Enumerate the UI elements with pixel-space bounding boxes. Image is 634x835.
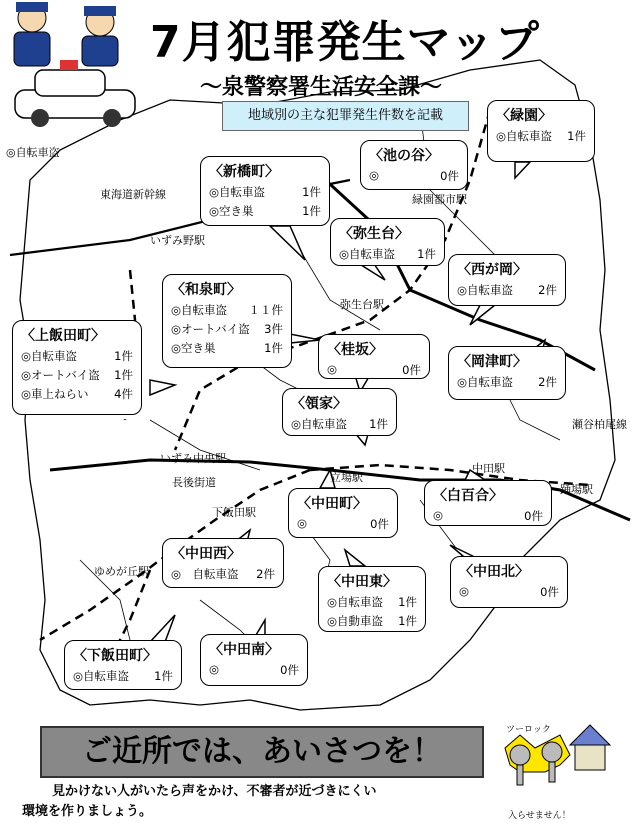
callout-ikenotani: 〈池の谷〉 ◎ 0件 [360,140,468,190]
callout-shinbashi: 〈新橋町〉 ◎自転車盗 1件 ◎空き巣 1件 [200,156,330,226]
label-izumino-station: いずみ野駅 [150,234,205,247]
label-tokaido-shinkansen: 東海道新幹線 [100,188,166,201]
label-yumegaoka-station: ゆめが丘駅 [94,565,149,578]
callout-izumicho: 〈和泉町〉 ◎自転車盗 １１件 ◎オートバイ盗 3件 ◎空き巣 1件 [162,274,292,368]
callout-okatsu: 〈岡津町〉 ◎自転車盗 2件 [448,346,566,400]
callout-shimoiida: 〈下飯田町〉 ◎自転車盗 1件 [64,640,182,690]
callout-yayoidai: 〈弥生台〉 ◎自転車盗 1件 [330,218,445,266]
callout-katsurazaka: 〈桂坂〉 ◎ 0件 [318,334,430,379]
label-nakata-station: 中田駅 [472,462,505,475]
callout-shirayuri: 〈白百合〉 ◎ 0件 [424,480,552,526]
label-odoriba-station: 踊場駅 [560,483,593,496]
callout-ryoke: 〈領家〉 ◎自転車盗 1件 [282,388,397,436]
key-caption-top: ツーロック [506,725,551,735]
slogan-banner: ご近所では、あいさつを！ [40,726,484,778]
outside-area-note: ◎自転車盗 [6,146,60,159]
callout-nakatanishi: 〈中田西〉 ◎ 自転車盗 2件 [162,538,284,588]
advice-message: 見かけない人がいたら声をかけ、不審者が近づきにくい 環境を作りましょう。 [22,784,377,819]
label-tateba-station: 立場駅 [330,471,363,484]
page-subtitle: ～泉警察署生活安全課～ [200,75,443,100]
police-illustration [14,2,135,127]
callout-kamiiida: 〈上飯田町〉 ◎自転車盗 1件 ◎オートバイ盗 1件 ◎車上ねらい 4件 [12,320,142,415]
notice-banner: 地域別の主な犯罪発生件数を記載 [222,101,469,131]
callout-nakatakita: 〈中田北〉 ◎ 0件 [450,556,568,608]
area-name: 〈緑園〉 [496,108,552,124]
callout-nakatahigashi: 〈中田東〉 ◎自転車盗 1件 ◎自動車盗 1件 [318,566,426,632]
page-title: 7月犯罪発生マップ [150,17,540,68]
label-yayoidai-station: 弥生台駅 [340,298,384,311]
label-seya-kashio-road: 瀬谷柏尾線 [572,418,627,431]
callout-nishigaoka: 〈西が岡〉 ◎自転車盗 2件 [448,254,566,306]
label-izumi-chuo-station: いずみ中央駅 [160,452,226,465]
label-shimoiida-station: 下飯田駅 [212,506,256,519]
callout-midorien: 〈緑園〉 ◎自転車盗 1件 [487,100,595,162]
label-ryokuen-toshi-station: 緑園都市駅 [412,193,467,206]
callout-nakatacho: 〈中田町〉 ◎ 0件 [288,488,398,538]
key-caption-bottom: 入らせません！ [508,811,571,821]
callout-nakataminami: 〈中田南〉 ◎ 0件 [200,634,308,686]
label-nagagoe-road: 長後街道 [172,476,216,489]
